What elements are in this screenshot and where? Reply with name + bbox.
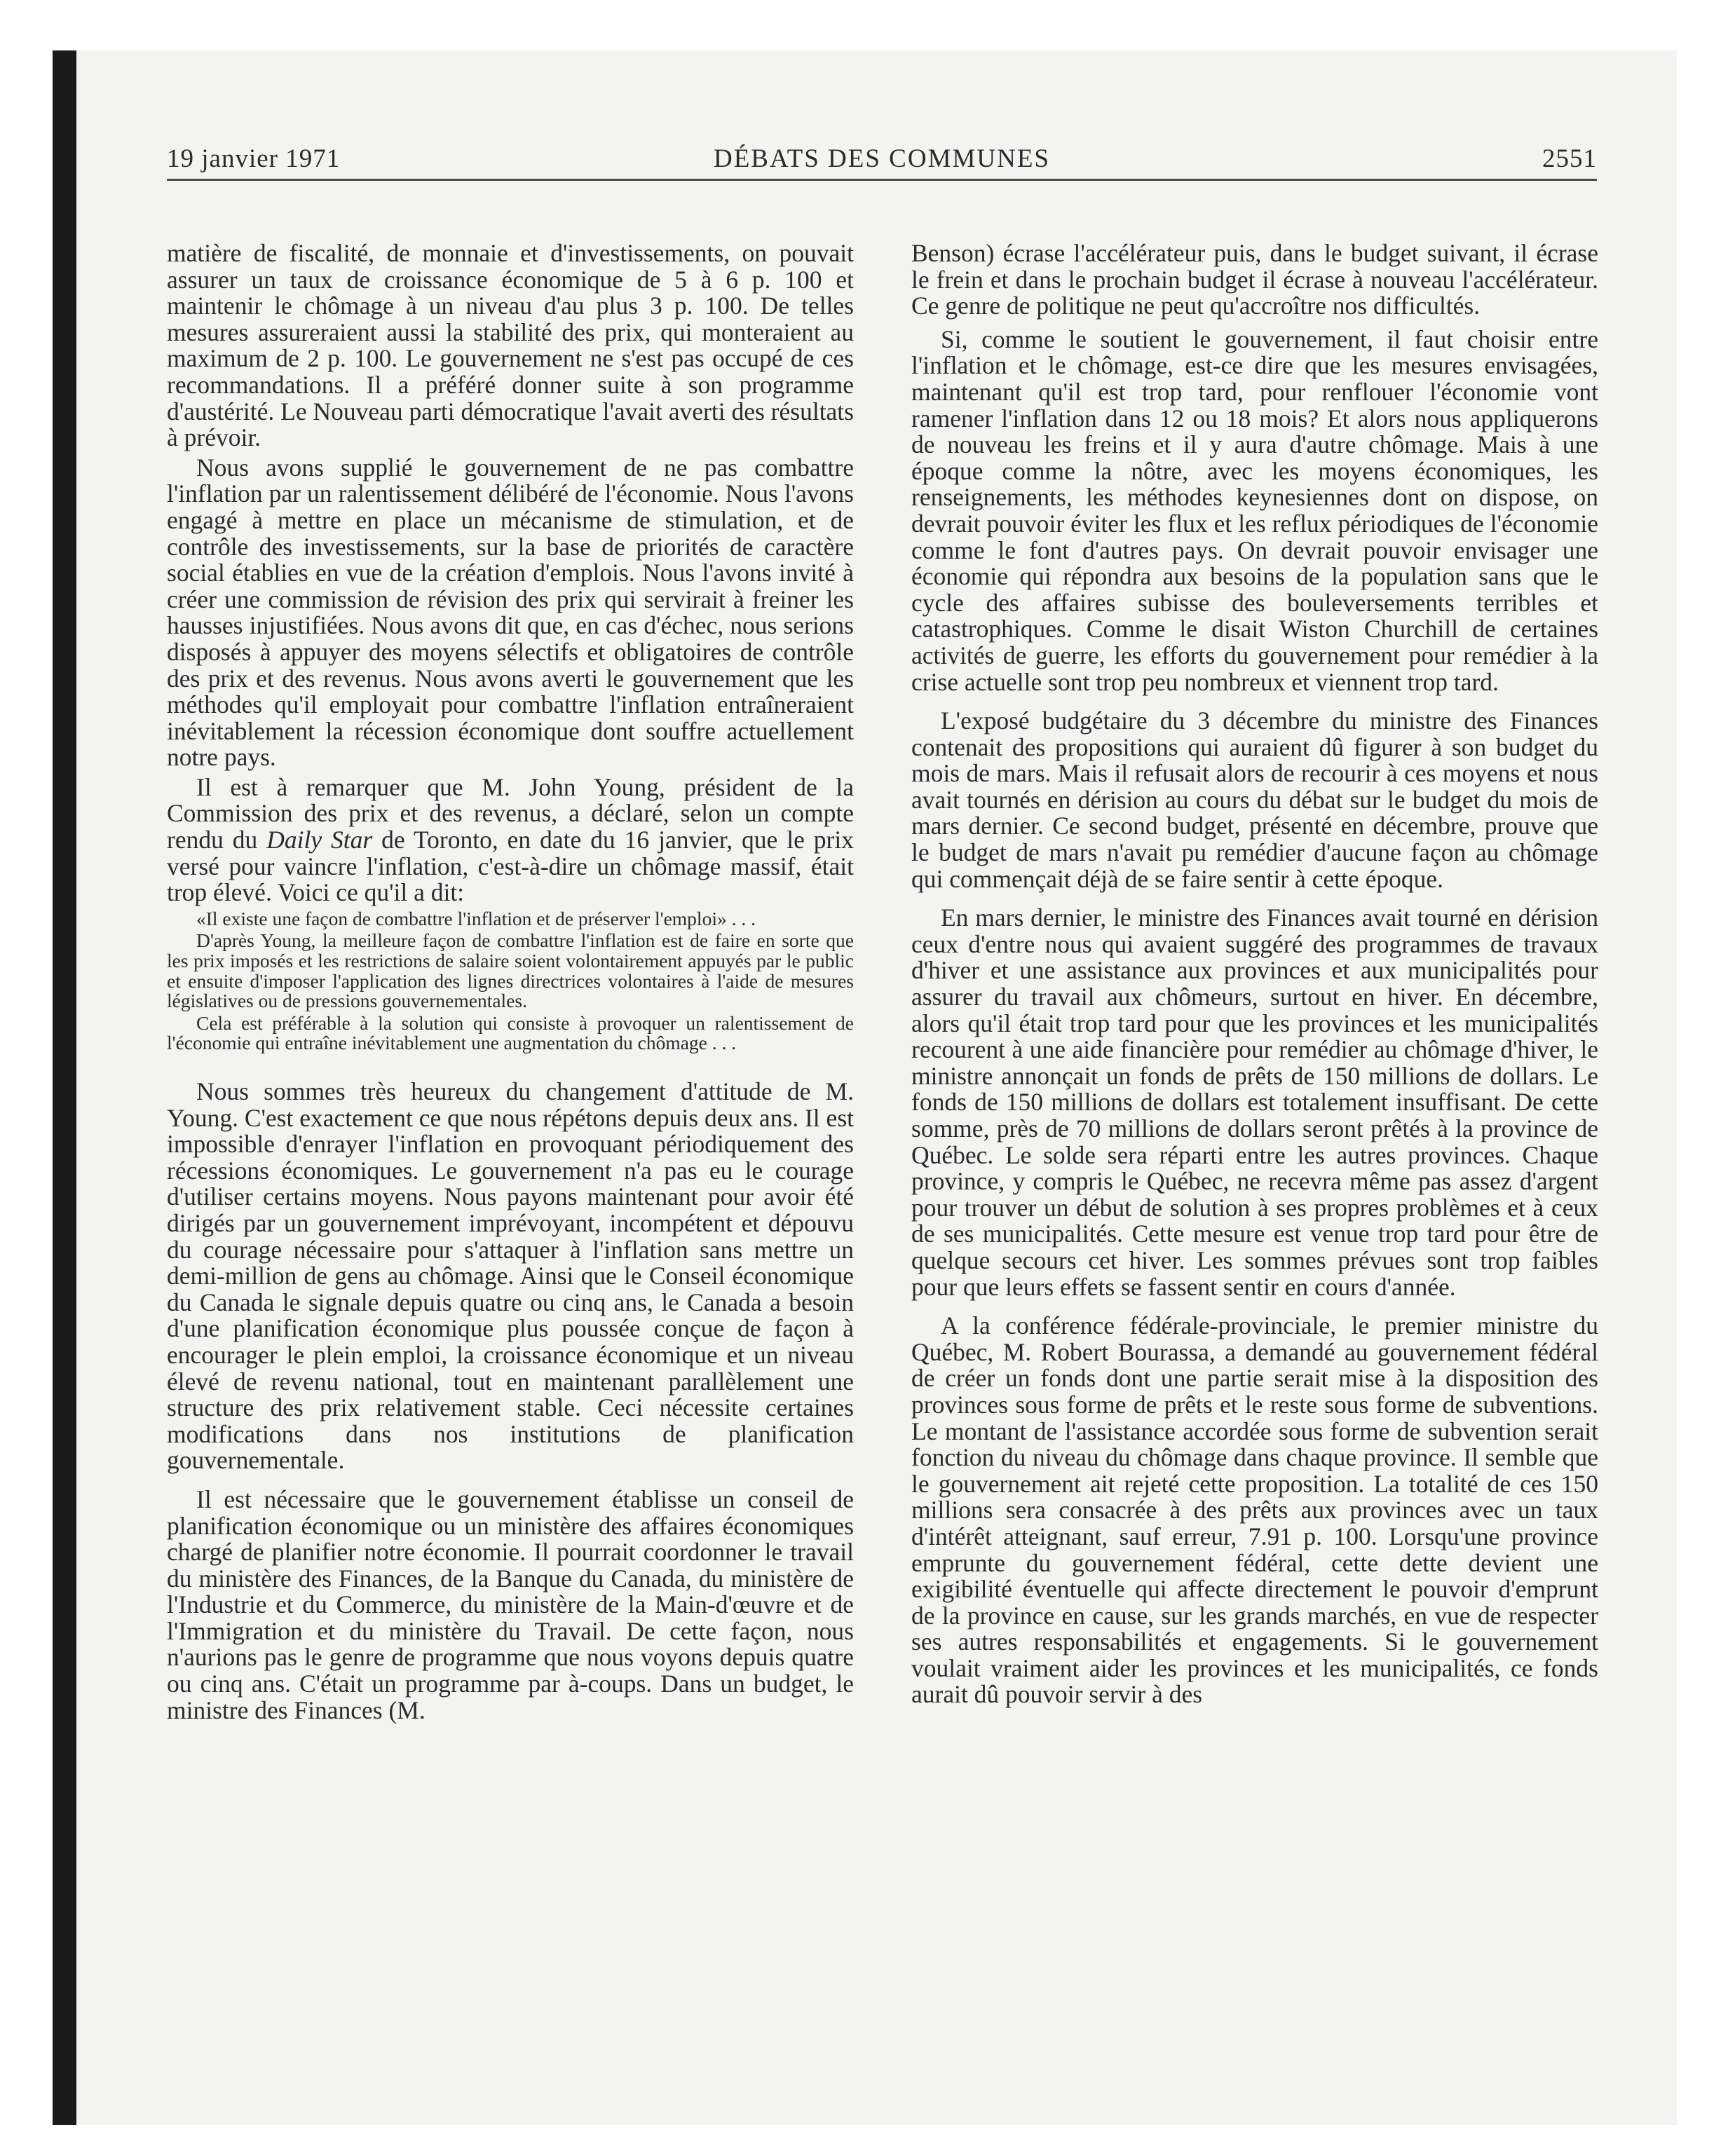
block-quote xyxy=(167,909,854,1053)
quote-paragraph: «Il existe une façon de combattre l'inflation et de préserver l'emploi» . . . xyxy=(196,907,756,929)
paragraph: Nous sommes très heureux du changement d'attitude de M. Young. C'est exactement ce que nous répétons depuis deux ans. Il est impossible d'enrayer l'inflation en provoquant périodiquement des récessions économiques. Le gouvernement n'a pas eu le courage d'utiliser certains moyens. Nous payons maintenant pour avoir été dirigés par un gouvernement imprévoyant, incompétent et dépouvu du courage nécessaire pour s'attaquer à l'inflation sans mettre un demi-million de gens au chômage. Ainsi que le Conseil économique du Canada le signale depuis quatre ou cinq ans, le Canada a besoin d'une planification économique plus poussée conçue de façon à encourager le plein emploi, la croissance économique et un niveau élevé de revenu national, tout en maintenant parallèlement une structure des prix relativement stable. Ceci nécessite certaines modifications dans nos institutions de planification gouvernementale. xyxy=(167,1077,854,1475)
header-date: 19 janvier 1971 xyxy=(167,144,341,173)
paragraph: Nous avons supplié le gouvernement de ne pas combattre l'inflation par un ralentissement délibéré de l'économie. Nous l'avons engagé à mettre en place un mécanisme de stimulation, et de contrôle des investissements, sur la base de priorités de caractère social établies en vue de la création d'emplois. Nous l'avons invité à créer une commission de révision des prix qui servirait à freiner les hausses injustifiées. Nous avons dit que, en cas d'échec, nous serions disposés à appuyer des moyens sélectifs et obligatoires de contrôle des prix et des revenus. Nous avons averti le gouvernement que les méthodes qu'il employait pour combattre l'inflation entraîneraient inévitablement la récession économique dont souffre actuellement notre pays. xyxy=(167,453,854,772)
paragraph-text: Il est à remarquer que M. John Young, président de la Commission des prix et des revenus, a déclaré, selon un compte rendu du xyxy=(167,772,854,854)
paragraph: matière de fiscalité, de monnaie et d'investissements, on pouvait assurer un taux de croissance économique de 5 à 6 p. 100 et maintenir le chômage à un niveau d'au plus 3 p. 100. De telles mesures assureraient aussi la stabilité des prix, qui monteraient au maximum de 2 p. 100. Le gouvernement ne s'est pas occupé de ces recommandations. Il a préféré donner suite à son programme d'austérité. Le Nouveau parti démocratique l'avait averti des résultats à prévoir. xyxy=(167,239,854,452)
paragraph: Il est nécessaire que le gouvernement établisse un conseil de planification économique ou un ministère des affaires économiques chargé de planifier notre économie. Il pourrait coordonner le travail du ministère des Finances, de la Banque du Canada, du ministère de l'Industrie et du Commerce, du ministère de la Main-d'œuvre et de l'Immigration et du ministère du Travail. De cette façon, nous n'aurions pas le genre de programme que nous voyons depuis quatre ou cinq ans. C'était un programme par à-coups. Dans un budget, le ministre des Finances (M. xyxy=(167,1485,854,1724)
page-header xyxy=(167,144,1597,181)
paragraph-text: de Toronto, en date du 16 janvier, que le prix versé pour vaincre l'inflation, c'est-à-dire un chômage massif, était trop élevé. Voici ce qu'il a dit: xyxy=(167,826,854,907)
paragraph: A la conférence fédérale-provinciale, le premier ministre du Québec, M. Robert Bourassa, a demandé au gouvernement fédéral de créer un fonds dont une partie serait mise à la disposition des provinces sous forme de prêts et le reste sous forme de subventions. Le montant de l'assistance accordée sous forme de subvention serait fonction du niveau du chômage dans chaque province. Il semble que le gouvernement ait rejeté cette proposition. La totalité de ces 150 millions sera consacrée à des prêts aux provinces avec un taux d'intérêt atteignant, sauf erreur, 7.91 p. 100. Lorsqu'une province emprunte du gouvernement fédéral, cette dette devient une exigibilité éventuelle qui affecte directement le pouvoir d'emprunt de la province en cause, sur les grands marchés, en vue de respecter ses autres responsabilités et engagements. Si le gouvernement voulait vraiment aider les provinces et les municipalités, ce fonds aurait dû pouvoir servir à des xyxy=(911,1311,1598,1709)
page-number: 2551 xyxy=(1542,144,1597,173)
newspaper-name: Daily Star xyxy=(266,826,373,854)
right-column xyxy=(911,240,1598,1708)
paragraph: En mars dernier, le ministre des Finances avait tourné en dérision ceux d'entre nous qui avaient suggéré des programmes de travaux d'hiver et une assistance aux provinces et aux municipalités pour assurer du travail aux chômeurs, surtout en hiver. En décembre, alors qu'il était trop tard pour que les provinces et les municipalités recourent à une aide financière pour remédier au chômage d'hiver, le ministre annonçait un fonds de prêts de 150 millions de dollars. Le fonds de 150 millions de dollars est totalement insuffisant. De cette somme, près de 70 millions de dollars seront prêtés à la province de Québec. Le solde sera réparti entre les autres provinces. Chaque province, y compris le Québec, ne recevra même pas assez d'argent pour trouver un début de solution à ses propres problèmes et à ceux de ses municipalités. Cette mesure est venue trop tard pour être de quelque secours cet hiver. Les sommes prévues sont trop faibles pour que leurs effets se fassent sentir en cours d'année. xyxy=(911,903,1598,1301)
quote-paragraph: D'après Young, la meilleure façon de combattre l'inflation est de faire en sorte que les prix imposés et les restrictions de salaire soient volontairement appuyés par le public et ensuite d'imposer l'application des lignes directrices volontaires à l'aide de mesures législatives ou de pressions gouvernementales. xyxy=(167,929,854,1012)
paragraph: Benson) écrase l'accélérateur puis, dans le budget suivant, il écrase le frein et dans le prochain budget il écrase à nouveau l'accélérateur. Ce genre de politique ne peut qu'accroître nos difficultés. xyxy=(911,239,1598,320)
quote-paragraph: Cela est préférable à la solution qui consiste à provoquer un ralentissement de l'économie qui entraîne inévitablement une augmentation du chômage . . . xyxy=(167,1011,854,1054)
scan-edge xyxy=(53,50,76,2125)
paragraph: L'exposé budgétaire du 3 décembre du ministre des Finances contenait des propositions qui auraient dû figurer à son budget du mois de mars. Mais il refusait alors de recourir à ces moyens et nous avait tournés en dérision au cours du débat sur le budget du mois de mars dernier. Ce second budget, présenté en décembre, prouve que le budget de mars n'avait pu remédier d'aucune façon au chômage qui commençait déjà de se faire sentir à cette époque. xyxy=(911,707,1598,893)
left-column xyxy=(167,240,854,1724)
paragraph xyxy=(167,772,854,907)
header-title: DÉBATS DES COMMUNES xyxy=(713,144,1050,173)
paragraph: Si, comme le soutient le gouvernement, il faut choisir entre l'inflation et le chômage, est-ce dire que les mesures envisagées, maintenant qu'il est trop tard, pour renflouer l'économie vont ramener l'inflation dans 12 ou 18 mois? Et alors nous appliquerons de nouveau les freins et il y aura d'autre chômage. Mais à une époque comme la nôtre, avec les moyens économiques, les renseignements, les méthodes keynesiennes dont on dispose, on devrait pouvoir éviter les flux et les reflux périodiques de l'économie comme le font d'autres pays. On devrait pouvoir envisager une économie qui répondra aux besoins de la population sans que le cycle des affaires subisse des bouleversements terribles et catastrophiques. Comme le disait Wiston Churchill de certaines activités de guerre, les efforts du gouvernement pour remédier à la crise actuelle sont trop peu nombreux et viennent trop tard. xyxy=(911,325,1598,696)
